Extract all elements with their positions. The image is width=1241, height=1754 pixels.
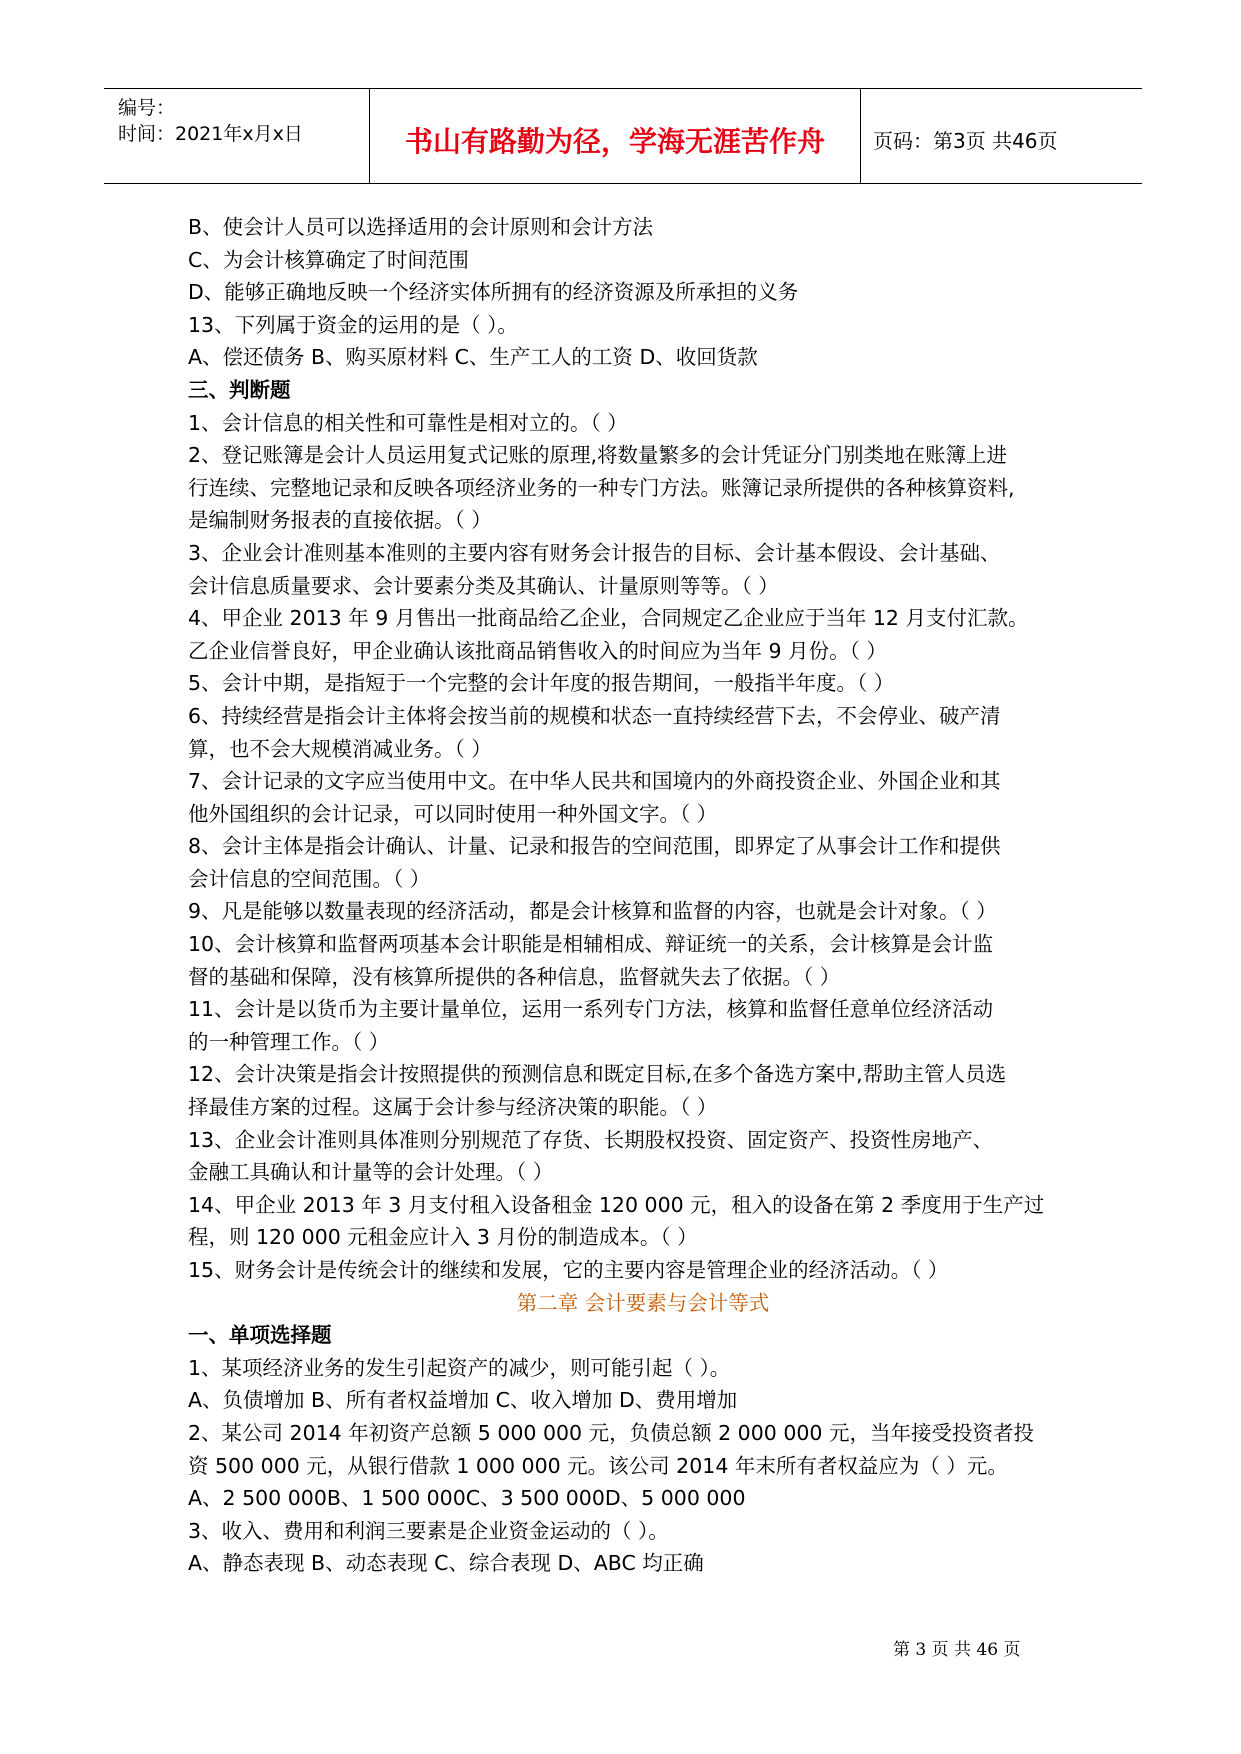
- text-line: 1、某项经济业务的发生引起资产的减少，则可能引起（ ）。: [188, 1355, 731, 1380]
- text-line: 行连续、完整地记录和反映各项经济业务的一种专门方法。账簿记录所提供的各种核算资料,: [188, 475, 1015, 500]
- document-body: [188, 211, 1068, 1580]
- text-line: 6、持续经营是指会计主体将会按当前的规模和状态一直持续经营下去，不会停业、破产清: [188, 703, 1001, 728]
- text-line: A、偿还债务 B、购买原材料 C、生产工人的工资 D、收回货款: [188, 345, 758, 370]
- text-line: 4、甲企业 2013 年 9 月售出一批商品给乙企业，合同规定乙企业应于当年 12 月支付汇款。: [188, 606, 1029, 631]
- page-footer: 第 3 页 共 46 页: [893, 1640, 1021, 1660]
- header-info-cell: [104, 89, 370, 183]
- section-heading: 一、单项选择题: [188, 1323, 332, 1348]
- text-line: 资 500 000 元，从银行借款 1 000 000 元。该公司 2014 年末所有者权益应为（ ）元。: [188, 1453, 1008, 1478]
- text-line: 他外国组织的会计记录，可以同时使用一种外国文字。（ ）: [188, 801, 718, 826]
- text-line: 会计信息的空间范围。（ ）: [188, 866, 431, 891]
- text-line: 择最佳方案的过程。这属于会计参与经济决策的职能。（ ）: [188, 1095, 718, 1120]
- motto-text: 书山有路勤为径，学海无涯苦作舟: [404, 125, 825, 158]
- header-motto-cell: [370, 89, 861, 183]
- text-line: 10、会计核算和监督两项基本会计职能是相辅相成、辩证统一的关系，会计核算是会计监: [188, 932, 994, 957]
- text-line: 2、某公司 2014 年初资产总额 5 000 000 元，负债总额 2 000 000 元，当年接受投资者投: [188, 1420, 1034, 1445]
- text-line: 的一种管理工作。（ ）: [188, 1029, 390, 1054]
- page-info: 页码：第3页 共46页: [873, 129, 1058, 153]
- text-line: A、静态表现 B、动态表现 C、综合表现 D、ABC 均正确: [188, 1551, 704, 1576]
- text-line: 13、企业会计准则具体准则分别规范了存货、长期股权投资、固定资产、投资性房地产、: [188, 1127, 994, 1152]
- number-label: 编号：: [118, 97, 176, 119]
- text-line: 乙企业信誉良好，甲企业确认该批商品销售收入的时间应为当年 9 月份。（ ）: [188, 638, 887, 663]
- text-line: 13、下列属于资金的运用的是（ ）。: [188, 312, 518, 337]
- text-line: 金融工具确认和计量等的会计处理。（ ）: [188, 1160, 554, 1185]
- header-page-cell: [861, 89, 1142, 183]
- text-line: 3、企业会计准则基本准则的主要内容有财务会计报告的目标、会计基本假设、会计基础、: [188, 540, 1001, 565]
- text-line: 15、财务会计是传统会计的继续和发展，它的主要内容是管理企业的经济活动。（ ）: [188, 1258, 949, 1282]
- text-line: A、负债增加 B、所有者权益增加 C、收入增加 D、费用增加: [188, 1388, 738, 1413]
- text-line: A、2 500 000B、1 500 000C、3 500 000D、5 000 000: [188, 1486, 746, 1511]
- text-line: C、为会计核算确定了时间范围: [188, 247, 469, 272]
- text-line: 14、甲企业 2013 年 3 月支付租入设备租金 120 000 元，租入的设备在第 2 季度用于生产过: [188, 1192, 1045, 1217]
- text-line: 3、收入、费用和利润三要素是企业资金运动的（ ）。: [188, 1518, 669, 1543]
- text-line: 11、会计是以货币为主要计量单位，运用一系列专门方法，核算和监督任意单位经济活动: [188, 997, 994, 1022]
- section-heading: 三、判断题: [188, 377, 291, 402]
- chapter-heading: 第二章 会计要素与会计等式: [516, 1290, 770, 1315]
- text-line: 1、会计信息的相关性和可靠性是相对立的。（ ）: [188, 410, 628, 435]
- text-line: 程，则 120 000 元租金应计入 3 月份的制造成本。（ ）: [188, 1225, 698, 1250]
- page-header: [104, 88, 1142, 184]
- text-line: 7、会计记录的文字应当使用中文。在中华人民共和国境内的外商投资企业、外国企业和其: [188, 769, 1001, 794]
- text-line: 12、会计决策是指会计按照提供的预测信息和既定目标,在多个备选方案中,帮助主管人员选: [188, 1062, 1007, 1087]
- time-label: 时间：2021年x月x日: [118, 123, 303, 145]
- text-line: 9、凡是能够以数量表现的经济活动，都是会计核算和监督的内容，也就是会计对象。（ ）: [188, 899, 997, 924]
- text-line: 算，也不会大规模消减业务。（ ）: [188, 736, 492, 761]
- text-line: 是编制财务报表的直接依据。（ ）: [188, 508, 492, 533]
- text-line: D、能够正确地反映一个经济实体所拥有的经济资源及所承担的义务: [188, 280, 799, 305]
- text-line: 2、登记账簿是会计人员运用复式记账的原理,将数量繁多的会计凭证分门别类地在账簿上进: [188, 443, 1008, 468]
- text-line: 8、会计主体是指会计确认、计量、记录和报告的空间范围，即界定了从事会计工作和提供: [188, 834, 1001, 859]
- text-line: 5、会计中期，是指短于一个完整的会计年度的报告期间，一般指半年度。（ ）: [188, 671, 895, 696]
- text-line: 督的基础和保障，没有核算所提供的各种信息，监督就失去了依据。（ ）: [188, 964, 841, 989]
- text-line: B、使会计人员可以选择适用的会计原则和会计方法: [188, 215, 654, 239]
- text-line: 会计信息质量要求、会计要素分类及其确认、计量原则等等。（ ）: [188, 573, 779, 598]
